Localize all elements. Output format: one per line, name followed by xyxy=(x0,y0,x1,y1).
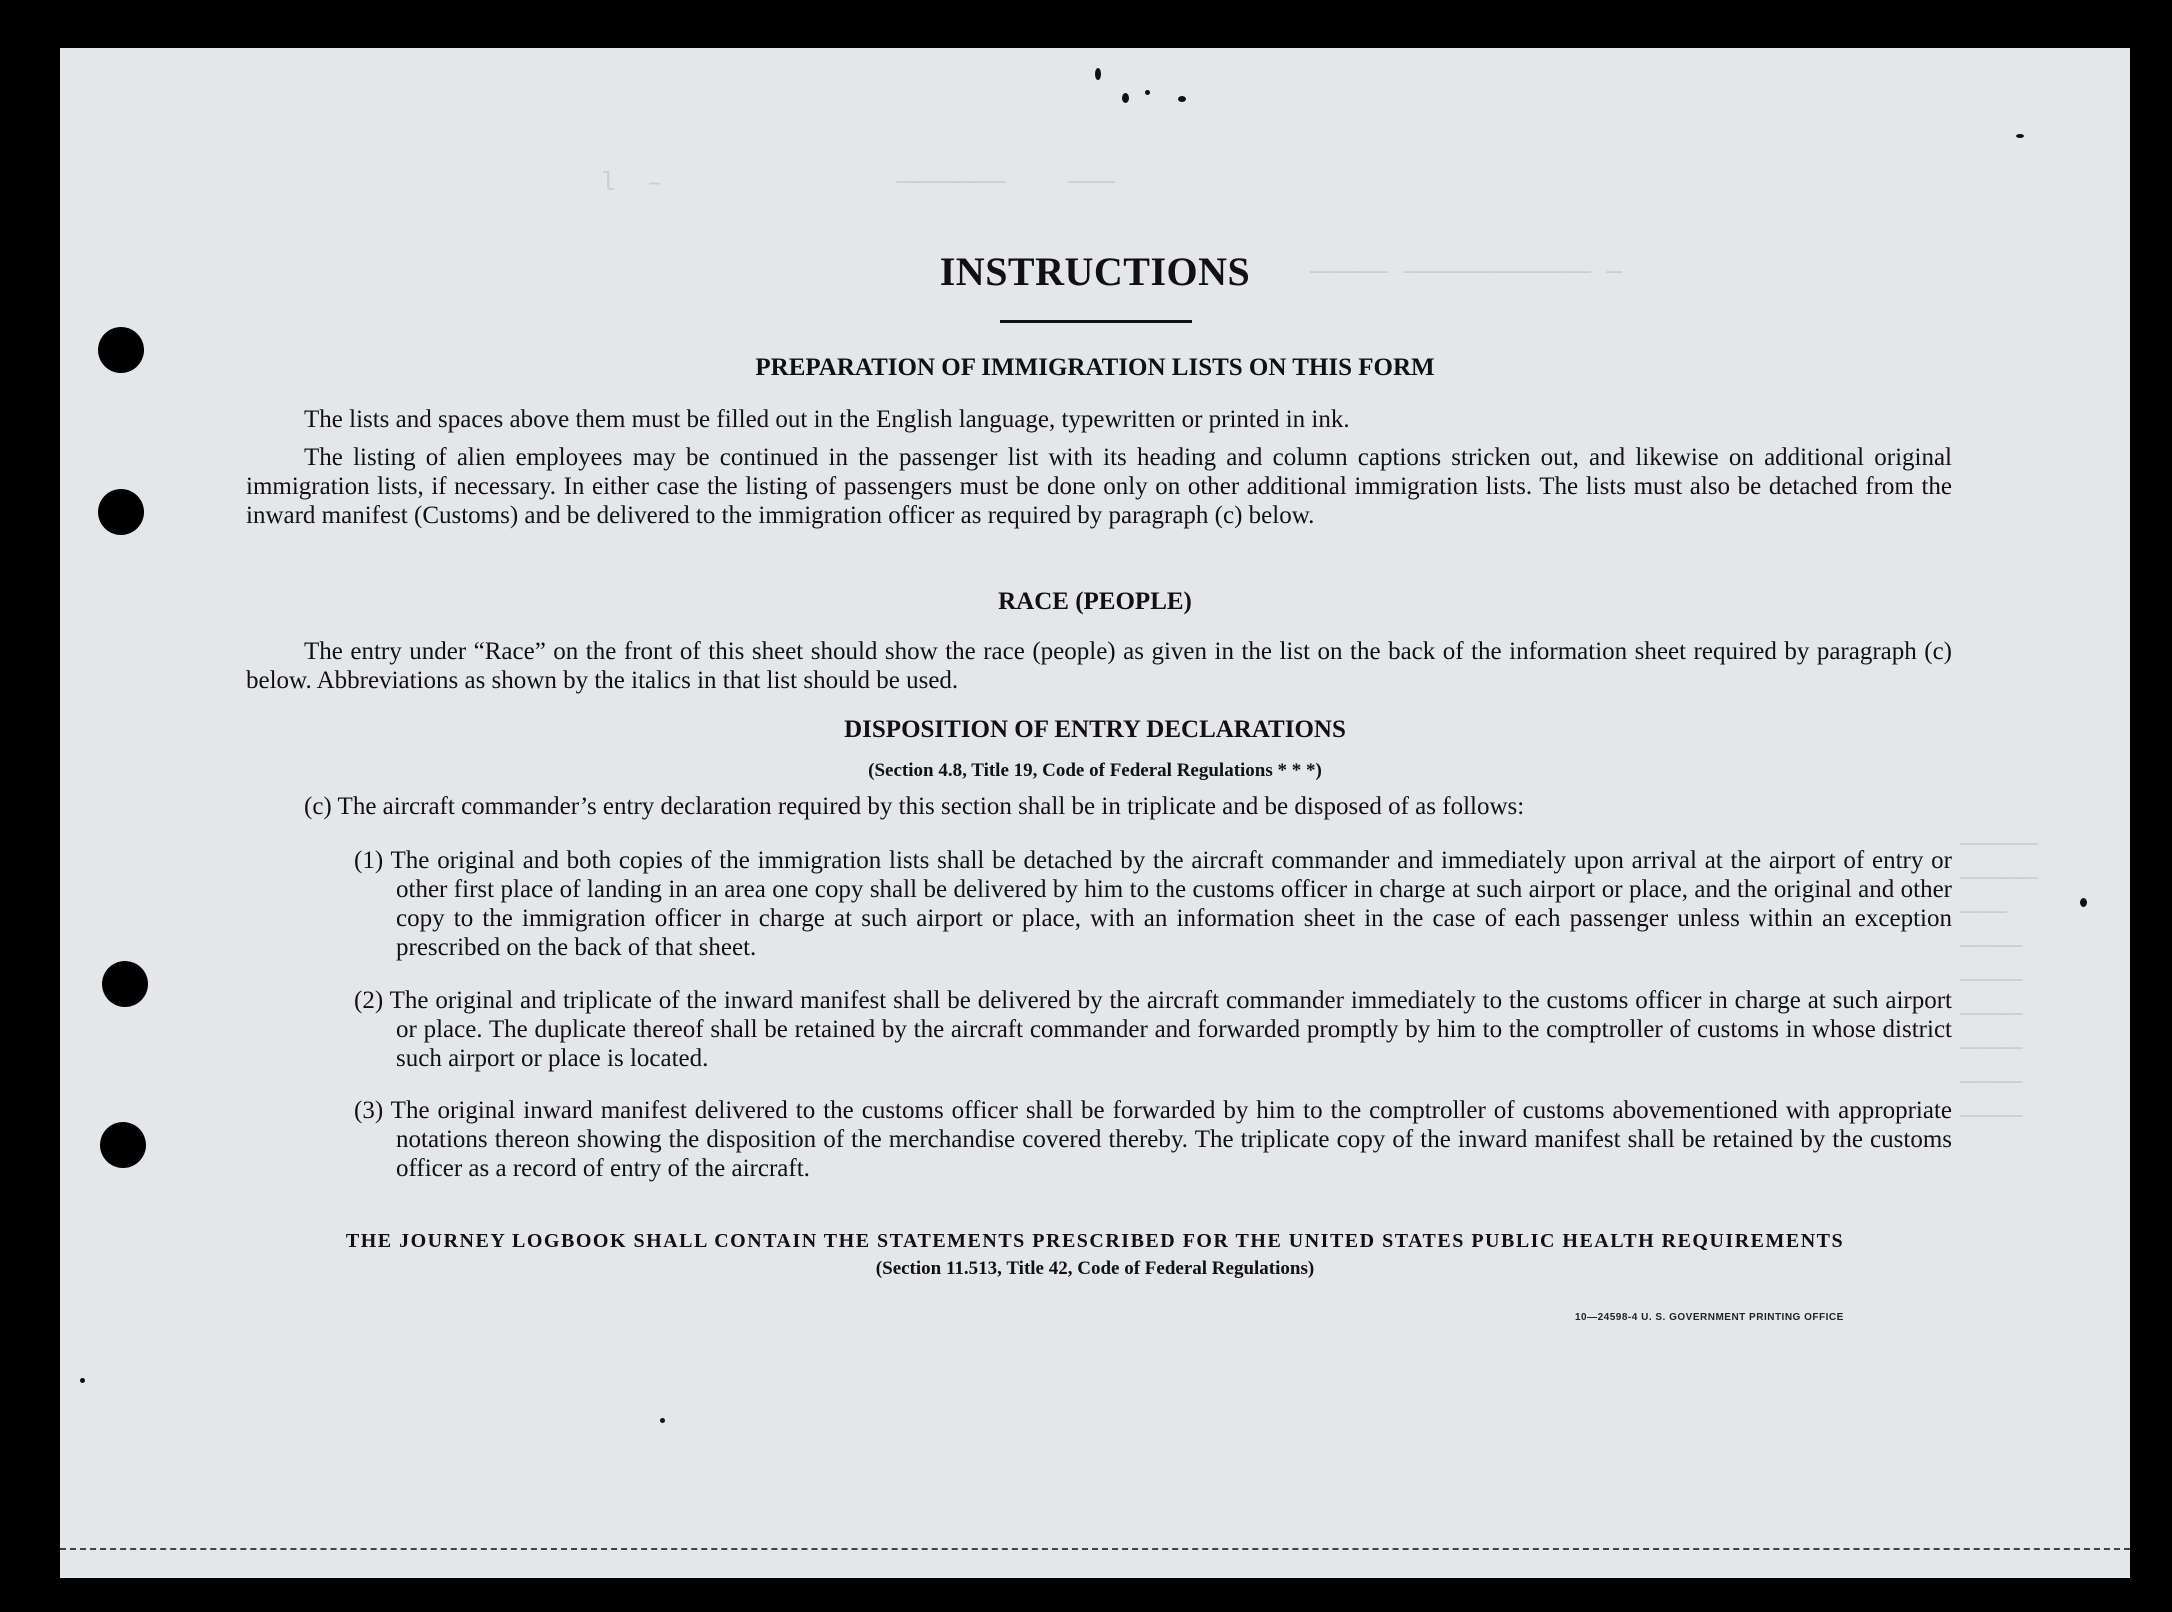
printer-imprint: 10—24598-4 U. S. GOVERNMENT PRINTING OFFICE xyxy=(1575,1312,1844,1323)
ink-speck xyxy=(1122,93,1129,103)
bleed-through-text: ───── ──────────── ─ xyxy=(1310,258,1623,288)
ink-speck xyxy=(2016,134,2024,138)
punch-hole xyxy=(102,961,148,1007)
paragraph: (c) The aircraft commander’s entry declaration required by this section shall be in triplicate and be disposed of as follows: xyxy=(304,793,1525,820)
punch-hole xyxy=(100,1122,146,1168)
list-item: (3) The original inward manifest delivered to the customs officer shall be forwarded by him to the comptroller of customs abovementioned with appropriate notations thereon showing the disposition of the merchandise covered thereby. The triplicate copy of the inward manifest shall be retained by the customs officer as a record of entry of the aircraft. xyxy=(354,1097,1952,1182)
ink-speck xyxy=(1145,90,1150,95)
paragraph: The lists and spaces above them must be filled out in the English language, typewritten or printed in ink. xyxy=(304,406,1350,433)
footer-citation: (Section 11.513, Title 42, Code of Federal Regulations) xyxy=(875,1258,1315,1279)
paragraph: The entry under “Race” on the front of this sheet should show the race (people) as given in the list on the back of the information sheet required by paragraph (c) below. Abbreviations as shown by the italics in that list should be used. xyxy=(246,638,1952,694)
ink-speck xyxy=(660,1418,665,1423)
footer-heading: THE JOURNEY LOGBOOK SHALL CONTAIN THE STATEMENTS PRESCRIBED FOR THE UNITED STATES PUBLIC HEALTH REQUIREMENTS xyxy=(345,1230,1845,1252)
document-page xyxy=(60,48,2130,1578)
bleed-through-column: ───── ───── ─── ──── ──── ──── ──── ──── ──── xyxy=(1960,830,2039,1132)
ink-speck xyxy=(1178,96,1186,102)
title-underline xyxy=(1000,320,1192,323)
list-item: (2) The original and triplicate of the inward manifest shall be delivered by the aircraft commander immediately to the customs officer in charge at such airport or place. The duplicate thereof shall be retained by the aircraft commander and forwarded promptly by him to the comptroller of customs in whose district such airport or place is located. xyxy=(354,987,1952,1072)
ink-speck xyxy=(2080,898,2087,907)
punch-hole xyxy=(98,489,144,535)
bleed-through-text: l – ─────── ─── xyxy=(600,168,1115,198)
section-heading-disposition: DISPOSITION OF ENTRY DECLARATIONS xyxy=(844,716,1346,743)
ink-speck xyxy=(80,1378,85,1383)
section-citation: (Section 4.8, Title 19, Code of Federal Regulations * * *) xyxy=(868,760,1322,781)
section-heading-preparation: PREPARATION OF IMMIGRATION LISTS ON THIS FORM xyxy=(755,354,1435,381)
paragraph: The listing of alien employees may be continued in the passenger list with its heading and column captions stricken out, and likewise on additional original immigration lists, if necessary. In either case the listing of passengers must be done only on other additional immigration lists. The lists must also be detached from the inward manifest (Customs) and be delivered to the immigration officer as required by paragraph (c) below. xyxy=(246,444,1952,529)
page-title: INSTRUCTIONS xyxy=(939,249,1251,294)
list-item: (1) The original and both copies of the immigration lists shall be detached by the aircraft commander and immediately upon arrival at the airport of entry or other first place of landing in an area one copy shall be delivered by him to the customs officer in charge at such airport or place, and the original and other copy to the immigration officer in charge at such airport or place, with an information sheet in the case of each passenger unless within an exception prescribed on the back of that sheet. xyxy=(354,847,1952,961)
perforation-line xyxy=(60,1548,2130,1550)
section-heading-race: RACE (PEOPLE) xyxy=(998,588,1192,615)
ink-speck xyxy=(1095,68,1101,80)
